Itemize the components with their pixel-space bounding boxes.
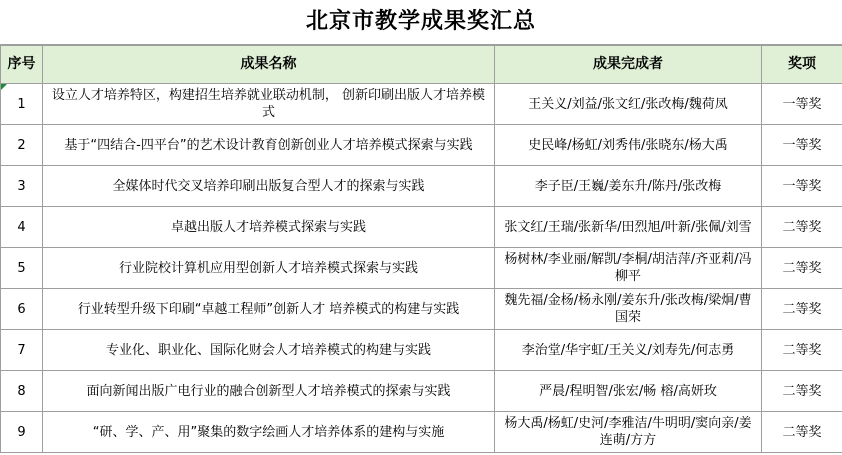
cell-index[interactable]: 7 [1,330,43,371]
award-table [0,45,842,453]
cell-authors[interactable]: 李治堂/华宇虹/王关义/刘寿先/何志勇 [495,330,762,371]
cell-award[interactable]: 二等奖 [762,289,842,330]
cell-authors[interactable]: 杨树林/李业丽/解凯/李桐/胡洁萍/齐亚莉/冯柳平 [495,248,762,289]
cell-name[interactable]: “研、学、产、用”聚集的数字绘画人才培养体系的建构与实施 [43,412,495,453]
cell-index[interactable]: 8 [1,371,43,412]
cell-name[interactable]: 行业院校计算机应用型创新人才培养模式探索与实践 [43,248,495,289]
cell-authors[interactable]: 王关义/刘益/张文红/张改梅/魏荷凤 [495,84,762,125]
cell-authors[interactable]: 张文红/王瑞/张新华/田烈旭/叶新/张佩/刘雪 [495,207,762,248]
cell-award[interactable]: 二等奖 [762,207,842,248]
cell-award[interactable]: 一等奖 [762,84,842,125]
cell-index[interactable]: 9 [1,412,43,453]
table-row [1,412,842,453]
cell-award[interactable]: 二等奖 [762,371,842,412]
cell-index[interactable]: 1 [1,84,43,125]
cell-authors[interactable]: 杨大禹/杨虹/史河/李雅洁/牛明明/窦向亲/姜连萌/方方 [495,412,762,453]
cell-name[interactable]: 面向新闻出版广电行业的融合创新型人才培养模式的探索与实践 [43,371,495,412]
table-row [1,371,842,412]
cell-index[interactable]: 5 [1,248,43,289]
table-header-row [1,46,842,84]
cell-index[interactable]: 4 [1,207,43,248]
header-award: 奖项 [762,46,842,84]
cell-award[interactable]: 二等奖 [762,412,842,453]
header-index: 序号 [1,46,43,84]
table-row [1,84,842,125]
cell-name[interactable]: 专业化、职业化、国际化财会人才培养模式的构建与实践 [43,330,495,371]
cell-authors[interactable]: 严晨/程明智/张宏/畅 榕/高妍玫 [495,371,762,412]
cell-name[interactable]: 基于“四结合-四平台”的艺术设计教育创新创业人才培养模式探索与实践 [43,125,495,166]
header-name: 成果名称 [43,46,495,84]
table-row [1,289,842,330]
cell-award[interactable]: 二等奖 [762,330,842,371]
cell-name[interactable]: 行业转型升级下印刷“卓越工程师”创新人才 培养模式的构建与实践 [43,289,495,330]
cell-authors[interactable]: 史民峰/杨虹/刘秀伟/张晓东/杨大禹 [495,125,762,166]
table-row [1,166,842,207]
table-row [1,125,842,166]
cell-authors[interactable]: 李子臣/王巍/姜东升/陈丹/张改梅 [495,166,762,207]
cell-index[interactable]: 3 [1,166,43,207]
cell-name[interactable]: 卓越出版人才培养模式探索与实践 [43,207,495,248]
cell-award[interactable]: 一等奖 [762,166,842,207]
header-authors: 成果完成者 [495,46,762,84]
page-title: 北京市教学成果奖汇总 [0,0,842,45]
table-row [1,330,842,371]
cell-index[interactable]: 2 [1,125,43,166]
cell-name[interactable]: 全媒体时代交叉培养印刷出版复合型人才的探索与实践 [43,166,495,207]
cell-award[interactable]: 一等奖 [762,125,842,166]
table-row [1,207,842,248]
cell-authors[interactable]: 魏先福/金杨/杨永刚/姜东升/张改梅/梁炯/曹国荣 [495,289,762,330]
cell-name[interactable]: 设立人才培养特区，构建招生培养就业联动机制， 创新印刷出版人才培养模式 [43,84,495,125]
cell-index[interactable]: 6 [1,289,43,330]
table-row [1,248,842,289]
cell-award[interactable]: 二等奖 [762,248,842,289]
